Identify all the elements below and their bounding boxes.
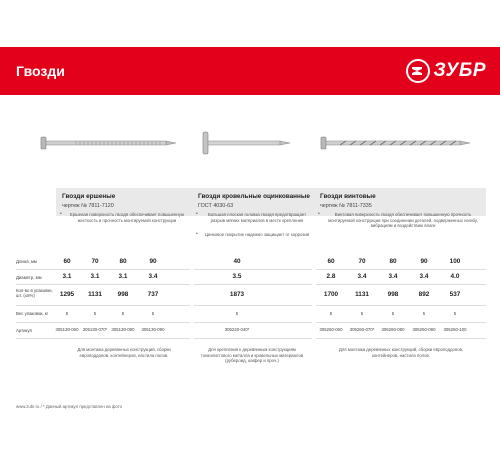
brand-logo: [406, 59, 486, 83]
row-divider: [16, 338, 486, 339]
cell-diameter: 3.4: [148, 273, 158, 280]
header-bar: [0, 47, 500, 95]
usage-note: Для монтажа деревянных конструкций, сборки европоддонов, контейнеров, настила полов.: [338, 347, 464, 358]
feature-bullet: • Винтовая поверхность гвоздя обеспечивает повышенную прочность монтируемой конструкции при соединении деталей, подверженных изгибу, вибрациям и воздействию влаги: [318, 211, 478, 229]
group-standard: чертеж № 7811-7120: [62, 203, 114, 209]
cell-diameter: 2.8: [326, 273, 336, 280]
cell-length: 60: [63, 258, 71, 265]
cell-diameter: 3.1: [62, 273, 72, 280]
cell-length: 80: [119, 258, 127, 265]
cell-weight: 5: [65, 311, 69, 316]
cell-length: 60: [327, 258, 335, 265]
cell-article: 305260-060: [319, 327, 343, 332]
screw-nail-icon: [320, 130, 490, 156]
cell-weight: 5: [93, 311, 97, 316]
cell-count: 537: [449, 291, 461, 298]
usage-note: Для крепления к деревянным конструкциям тонколистового металла и кровельных материалов (рубероид, шифер и проч.): [200, 347, 304, 364]
cell-length: 100: [449, 258, 461, 265]
group-name: Гвозди кровельные оцинкованные: [198, 193, 310, 200]
row-divider: [16, 284, 486, 285]
page-title: Гвозди: [16, 63, 65, 79]
cell-article: 305260-080: [381, 327, 405, 332]
cell-diameter: 3.4: [419, 273, 429, 280]
cell-length: 70: [91, 258, 99, 265]
cell-diameter: 4.0: [450, 273, 460, 280]
cell-count: 1295: [59, 291, 75, 298]
cell-count: 892: [418, 291, 430, 298]
group-name: Гвозди винтовые: [320, 193, 376, 200]
cell-article: 305260-070*: [349, 327, 375, 332]
row-label-diameter: Диаметр, мм: [16, 275, 42, 280]
cell-count: 1131: [88, 291, 102, 298]
footer-note: www.zubr.ru / * Данный артикул представлен на фото: [16, 404, 123, 409]
column-gap: [190, 255, 194, 339]
group-standard: чертеж № 7811-7335: [320, 203, 372, 209]
cell-length: 40: [233, 258, 241, 265]
row-divider: [16, 305, 486, 306]
cell-count: 737: [147, 291, 159, 298]
cell-weight: 5: [235, 311, 239, 316]
group-name: Гвозди ершеные: [62, 193, 116, 200]
cell-article: 305130-070*: [82, 327, 108, 332]
feature-bullet: • Цинковое покрытие надежно защищает от коррозии: [196, 231, 310, 237]
group-standard: ГОСТ 4030-63: [198, 203, 234, 209]
cell-diameter: 3.1: [90, 273, 100, 280]
cell-count: 1700: [323, 291, 339, 298]
cell-article: 305220-040*: [224, 327, 250, 332]
zubr-logo-icon: [406, 59, 430, 83]
cell-weight: 5: [121, 311, 125, 316]
cell-length: 80: [389, 258, 397, 265]
cell-diameter: 3.1: [118, 273, 128, 280]
cell-weight: 5: [360, 311, 364, 316]
cell-length: 70: [358, 258, 366, 265]
cell-article: 305130-090: [141, 327, 165, 332]
cell-weight: 5: [329, 311, 333, 316]
row-divider: [16, 269, 486, 270]
feature-bullet: • Большая плоская головка гвоздя предотвращает разрыв мягких материалов в месте крепления: [196, 211, 307, 223]
cell-article: 305130-060: [55, 327, 79, 332]
cell-count: 998: [117, 291, 129, 298]
cell-diameter: 3.4: [388, 273, 398, 280]
cell-count: 998: [387, 291, 399, 298]
cell-article: 305130-080: [111, 327, 135, 332]
cell-weight: 5: [422, 311, 426, 316]
cell-article: 305260-100: [443, 327, 467, 332]
cell-count: 1131: [355, 291, 369, 298]
row-label-article: Артикул: [16, 328, 33, 333]
cell-weight: 5: [391, 311, 395, 316]
cell-length: 90: [420, 258, 428, 265]
row-label-weight: Вес упаковки, кг: [16, 311, 49, 316]
cell-length: 90: [149, 258, 157, 265]
cell-article: 305260-090: [412, 327, 436, 332]
cell-weight: 5: [151, 311, 155, 316]
row-label-count: Кол-во в упаковке, шт. (±5%): [16, 288, 54, 299]
roofing-nail-icon: [202, 130, 302, 156]
feature-bullet: • Ершеная поверхность гвоздя обеспечивает повышенную жесткость и прочность монтируемой конструкции: [60, 211, 185, 223]
cell-diameter: 3.4: [357, 273, 367, 280]
brand-name: ЗУБР: [433, 60, 486, 81]
row-label-length: Длина, мм: [16, 259, 37, 264]
cell-count: 1873: [229, 291, 245, 298]
cell-weight: 5: [453, 311, 457, 316]
cell-diameter: 3.5: [232, 273, 242, 280]
ring-shank-nail-icon: [40, 130, 200, 156]
usage-note: Для монтажа деревянных конструкций, сборки европоддонов, контейнеров, настила полов.: [77, 347, 171, 358]
row-divider: [16, 322, 486, 323]
